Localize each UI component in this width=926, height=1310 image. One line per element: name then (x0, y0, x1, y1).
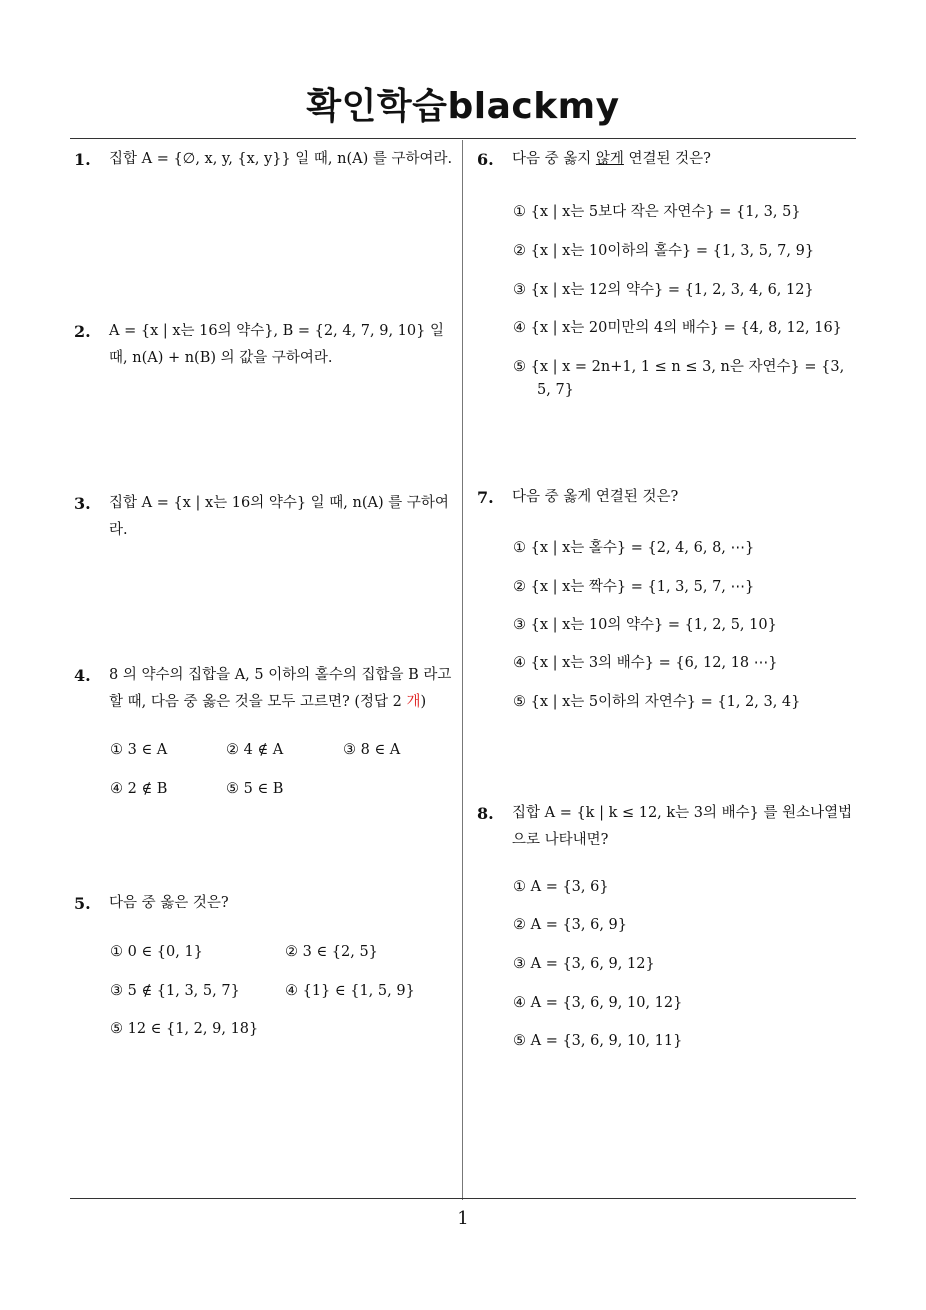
choice-7-5[interactable]: ⑤ {x | x는 5이하의 자연수} = {1, 2, 3, 4} (513, 694, 801, 710)
problem-number: 7. (477, 488, 494, 507)
problem-text-end: 연결된 것은? (623, 151, 711, 167)
choice-8-5[interactable]: ⑤ A = {3, 6, 9, 10, 11} (513, 1033, 683, 1049)
problem-number: 2. (74, 322, 91, 341)
choice-4-5[interactable]: ⑤ 5 ∈ B (226, 781, 284, 797)
problem-text: A = {x | x는 16의 약수}, B = {2, 4, 7, 9, 10} 일 때, n(A) + n(B) 의 값을 구하여라. (109, 323, 444, 366)
problem-text-underline: 않게 (595, 151, 624, 167)
problem-text: 집합 A = {x | x는 16의 약수} 일 때, n(A) 를 구하여라. (109, 495, 449, 538)
problem-text-main: 8 의 약수의 집합을 A, 5 이하의 홀수의 집합을 B 라고 할 때, 다음 중 옳은 것을 모두 고르면? (정답 2 (109, 667, 452, 710)
problem-text-end: ) (420, 694, 427, 710)
choice-4-3[interactable]: ③ 8 ∈ A (343, 742, 401, 758)
problem-text: 다음 중 옳게 연결된 것은? (512, 489, 679, 505)
choice-6-4[interactable]: ④ {x | x는 20미만의 4의 배수} = {4, 8, 12, 16} (513, 320, 842, 336)
choice-5-3[interactable]: ③ 5 ∉ {1, 3, 5, 7} (110, 983, 240, 999)
choice-6-5-cont: 5, 7} (537, 382, 574, 398)
choice-8-2[interactable]: ② A = {3, 6, 9} (513, 917, 628, 933)
problem-5 (74, 890, 458, 917)
problem-1 (74, 146, 458, 173)
choice-8-4[interactable]: ④ A = {3, 6, 9, 10, 12} (513, 995, 683, 1011)
problem-7 (477, 484, 861, 511)
page-number: 1 (457, 1208, 469, 1229)
problem-number: 3. (74, 494, 91, 513)
choice-4-2[interactable]: ② 4 ∉ A (226, 742, 284, 758)
choice-6-3[interactable]: ③ {x | x는 12의 약수} = {1, 2, 3, 4, 6, 12} (513, 282, 814, 298)
problem-6 (477, 146, 861, 173)
problem-text: 다음 중 옳은 것은? (109, 895, 229, 911)
problem-text (512, 146, 861, 173)
problem-text: 집합 A = {k | k ≤ 12, k는 3의 배수} 를 원소나열법으로 나타내면? (512, 805, 853, 848)
problem-text-red: 개 (406, 694, 421, 710)
choice-7-2[interactable]: ② {x | x는 짝수} = {1, 3, 5, 7, ⋯} (513, 579, 755, 595)
top-rule (70, 138, 856, 139)
problem-number: 8. (477, 804, 494, 823)
choice-6-2[interactable]: ② {x | x는 10이하의 홀수} = {1, 3, 5, 7, 9} (513, 243, 815, 259)
choice-7-3[interactable]: ③ {x | x는 10의 약수} = {1, 2, 5, 10} (513, 617, 777, 633)
page-title: 확인학습blackmy (306, 86, 620, 127)
problem-text (109, 662, 458, 716)
problem-number: 5. (74, 894, 91, 913)
choice-4-4[interactable]: ④ 2 ∉ B (110, 781, 168, 797)
problem-number: 4. (74, 666, 91, 685)
problem-3 (74, 490, 458, 544)
choice-7-4[interactable]: ④ {x | x는 3의 배수} = {6, 12, 18 ⋯} (513, 655, 778, 671)
choice-5-4[interactable]: ④ {1} ∈ {1, 5, 9} (285, 983, 415, 999)
problem-2 (74, 318, 458, 372)
problem-text: 집합 A = {∅, x, y, {x, y}} 일 때, n(A) 를 구하여라. (109, 151, 453, 167)
column-divider (462, 140, 463, 1200)
bottom-rule (70, 1198, 856, 1199)
problem-number: 1. (74, 150, 91, 169)
choice-6-1[interactable]: ① {x | x는 5보다 작은 자연수} = {1, 3, 5} (513, 204, 801, 220)
choice-8-1[interactable]: ① A = {3, 6} (513, 879, 609, 895)
problem-4 (74, 662, 458, 716)
choice-7-1[interactable]: ① {x | x는 홀수} = {2, 4, 6, 8, ⋯} (513, 540, 755, 556)
choice-6-5[interactable]: ⑤ {x | x = 2n+1, 1 ≤ n ≤ 3, n은 자연수} = {3, (513, 359, 845, 375)
choice-5-5[interactable]: ⑤ 12 ∈ {1, 2, 9, 18} (110, 1021, 259, 1037)
choice-4-1[interactable]: ① 3 ∈ A (110, 742, 168, 758)
choice-5-2[interactable]: ② 3 ∈ {2, 5} (285, 944, 378, 960)
problem-8 (477, 800, 861, 854)
choice-8-3[interactable]: ③ A = {3, 6, 9, 12} (513, 956, 655, 972)
problem-text-main: 다음 중 옳지 (512, 151, 596, 167)
problem-number: 6. (477, 150, 494, 169)
choice-5-1[interactable]: ① 0 ∈ {0, 1} (110, 944, 203, 960)
